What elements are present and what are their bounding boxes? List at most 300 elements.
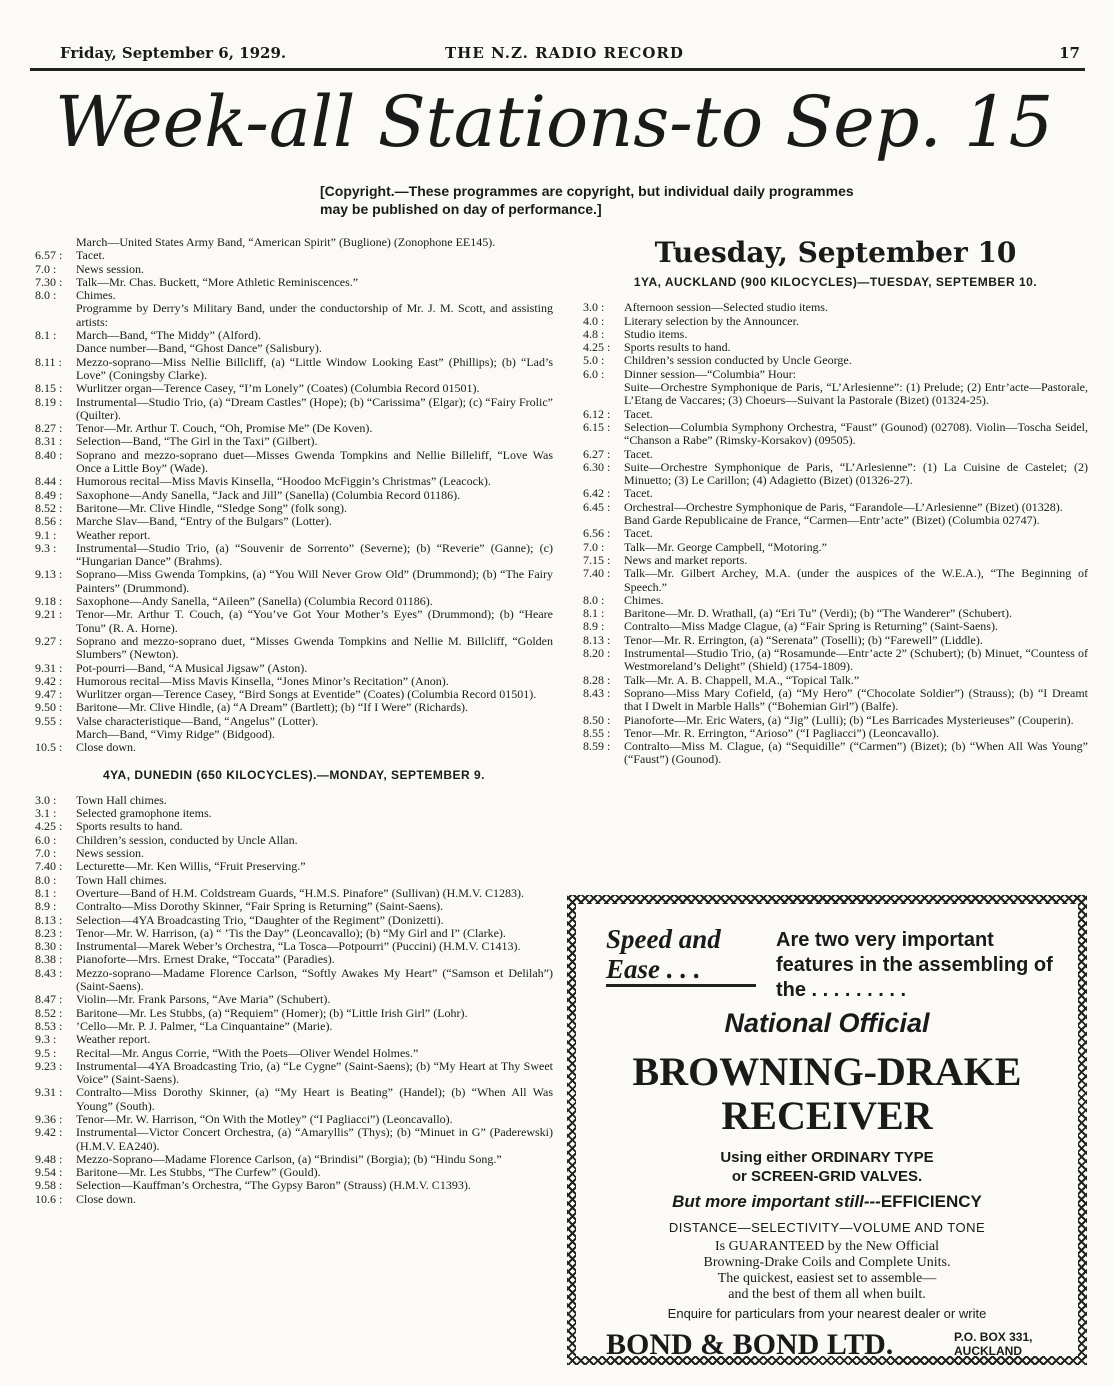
programme-entry [35, 728, 553, 741]
entry-text: Programme by Derry’s Military Band, under the conductorship of Mr. J. M. Scott, and assisting artists: [76, 301, 553, 329]
programme-entry [583, 687, 1088, 714]
entry-text: Soprano—Miss Gwenda Tompkins, (a) “You Will Never Grow Old” (Drummond); (b) “The Fairy Painters” (Drummond). [76, 567, 553, 595]
entry-text: Tenor—Mr. Arthur T. Couch, (a) “You’ve Got Your Mother’s Eyes” (Drummond); (b) “Heare Tonu” (R. A. Horne). [76, 607, 553, 635]
entry-text: Pianoforte—Mrs. Ernest Drake, “Toccata” (Paradies). [76, 952, 335, 967]
ad-speed-ease [606, 924, 721, 984]
entry-text: Selection—Columbia Symphony Orchestra, “Faust” (Gounod) (02708). Violin—Toscha Seidel, “Chanson a Rabe” (Rimsky-Korsakov) (09505). [624, 419, 1088, 448]
programme-entry [35, 1113, 553, 1126]
entry-text: Suite—Orchestre Symphonique de Paris, “L’Arlesienne”: (1) Prelude; (2) Entr’acte—Pastorale, L’Etang de Vaccares; (3) Choeurs—Suivant la Pastorale (Bizet) (01324-25). [624, 380, 1088, 408]
entry-text: Tacet. [624, 406, 653, 421]
newspaper-name: THE N.Z. RADIO RECORD [445, 44, 684, 62]
programme-entry [35, 914, 553, 927]
entry-time: 8.0 : [35, 288, 57, 303]
ad-guar-line3: The quickest, easiest set to assemble— [717, 1271, 937, 1286]
entry-text: Children’s session, conducted by Uncle Allan. [76, 832, 298, 847]
entry-text: Weather report. [76, 1032, 151, 1047]
ad-national-official: National Official [724, 1008, 930, 1038]
programme-entry [35, 1179, 553, 1192]
entry-text: Soprano—Miss Mary Cofield, (a) “My Hero” (“Chocolate Soldier”) (Strauss); (b) “I Dreamt that I Dwelt in Marble Halls” (“Bohemian Girl”) (Balfe). [624, 685, 1088, 714]
programme-entry [35, 302, 553, 329]
page-header [60, 44, 1080, 66]
entry-time: 8.20 : [583, 646, 611, 661]
programme-entry [35, 475, 553, 488]
ad-guar-line2: Browning-Drake Coils and Complete Units. [703, 1255, 951, 1270]
entry-text: Instrumental—4YA Broadcasting Trio, (a) “Le Cygne” (Saint-Saens); (b) “My Heart at Thy Sweet Voice” (Saint-Saens). [76, 1058, 553, 1087]
programme-entry [583, 448, 1088, 461]
ad-speed-line2: Ease . . . [606, 954, 701, 984]
entry-text: Studio items. [624, 326, 688, 341]
entry-text: Baritone—Mr. Les Stubbs, (a) “Requiem” (Homer); (b) “Little Irish Girl” (Lohr). [76, 1005, 468, 1020]
ad-using-line2: or SCREEN-GRID VALVES. [731, 1168, 923, 1185]
entry-time: 10.6 : [35, 1191, 63, 1206]
entry-text: Tacet. [624, 526, 653, 541]
entry-text: Afternoon session—Selected studio items. [624, 300, 828, 315]
entry-text: Tenor—Mr. Arthur T. Couch, “Oh, Promise Me” (De Koven). [76, 421, 373, 436]
programme-entry [583, 594, 1088, 607]
programme-entry [35, 715, 553, 728]
programme-entry [35, 635, 553, 662]
copyright-notice: [Copyright.—These programmes are copyright, but individual daily programmes may be published on day of performance.] [320, 183, 854, 217]
ad-more-prefix: But more important still--- [672, 1192, 881, 1211]
entry-time: 6.0 : [35, 832, 57, 847]
entry-time: 9.47 : [35, 687, 63, 702]
entry-text: Mezzo-soprano—Madame Florence Carlson, “Softly Awakes My Heart” (“Samson et Delilah”) (Saint-Saens). [76, 965, 553, 994]
entry-text: Recital—Mr. Angus Corrie, “With the Poets—Oliver Wendel Holmes.” [76, 1045, 419, 1060]
programme-entry [35, 435, 553, 448]
entry-text: Selected gramophone items. [76, 806, 212, 821]
entry-text: Suite—Orchestre Symphonique de Paris, “L’Arlesienne”: (1) La Cuisine de Castelet; (2) Minuetto; (3) Le Carillon; (4) Adagietto (Bizet) (01326-27). [624, 459, 1088, 488]
entry-time [35, 302, 76, 329]
programme-entry [583, 674, 1088, 687]
entry-text: Mezzo-soprano—Miss Nellie Billcliff, (a) “Little Window Looking East” (Phillips); (b) “Lad’s Love” (Coningsby Clarke). [76, 354, 553, 382]
programme-entry [35, 342, 553, 355]
entry-text: Tenor—Mr. W. Harrison, (a) “ ’Tis the Day” (Leoncavallo); (b) “My Girl and I” (Clarke). [76, 925, 506, 940]
entry-text: Close down. [76, 1191, 136, 1206]
programme-entry [583, 354, 1088, 367]
entry-text: Tenor—Mr. W. Harrison, “On With the Motley” (“I Pagliacci”) (Leoncavallo). [76, 1112, 453, 1126]
entry-time: 8.0 : [583, 592, 605, 607]
entry-time: 9.1 : [35, 527, 57, 542]
programme-entry [583, 487, 1088, 500]
programme-entry [583, 634, 1088, 647]
entry-time: 8.9 : [583, 619, 605, 634]
ad-address [954, 1330, 1033, 1358]
entry-time: 3.0 : [35, 792, 57, 807]
entry-text: Mezzo-Soprano—Madame Florence Carlson, (a) “Brindisi” (Borgia); (b) “Hindu Song.” [76, 1151, 502, 1166]
ad-guarantee [576, 1239, 1078, 1303]
issue-date: Friday, September 6, 1929. [60, 44, 287, 62]
entry-time: 7.0 : [583, 539, 605, 554]
entry-text: Talk—Mr. A. B. Chappell, M.A., “Topical Talk.” [624, 672, 860, 687]
programme-entry [35, 356, 553, 383]
entry-text: Saxophone—Andy Sanella, “Aileen” (Sanella) (Columbia Record 01186). [76, 594, 433, 609]
entry-time: 8.1 : [35, 328, 57, 343]
entry-time: 8.55 : [583, 725, 611, 740]
ad-company: BOND & BOND LTD. [606, 1328, 894, 1361]
ad-city: AUCKLAND [954, 1344, 1022, 1358]
entry-time: 9.31 : [35, 1085, 63, 1100]
entry-time: 3.1 : [35, 806, 57, 821]
entry-time: 6.27 : [583, 446, 611, 461]
entry-text: Band Garde Republicaine de France, “Carmen—Entr’acte” (Bizet) (Columbia 02747). [624, 513, 1040, 528]
entry-time: 8.13 : [583, 632, 611, 647]
ad-enquire: Enquire for particulars from your nearest dealer or write [667, 1306, 987, 1321]
entry-time: 7.0 : [35, 846, 57, 861]
programme-entry [35, 847, 553, 860]
entry-time: 8.43 : [583, 685, 611, 700]
programme-entry [583, 541, 1088, 554]
entry-time: 4.25 : [35, 819, 63, 834]
entry-time: 7.15 : [583, 552, 611, 567]
entry-time: 8.27 : [35, 421, 63, 436]
entry-time: 8.0 : [35, 872, 57, 887]
programme-entry [583, 620, 1088, 633]
programme-entry [35, 263, 553, 276]
entry-text: Town Hall chimes. [76, 792, 167, 807]
programme-entry [583, 315, 1088, 328]
entry-time: 9.18 : [35, 594, 63, 609]
entry-text: Contralto—Miss M. Clague, (a) “Sequidille” (“Carmen”) (Bizet); (b) “When All Was Young” (“Faust”) (Gounod). [624, 739, 1088, 767]
ad-speed-underline [606, 984, 756, 987]
entry-text: Children’s session conducted by Uncle George. [624, 353, 852, 368]
entry-text: March—Band, “Vimy Ridge” (Bidgood). [76, 726, 275, 741]
entry-text: Chimes. [76, 288, 116, 303]
entry-time: 6.15 : [583, 419, 611, 434]
programme-entry [35, 993, 553, 1006]
programme-entry [35, 953, 553, 966]
entry-text: Instrumental—Studio Trio, (a) “Souvenir de Sorrento” (Severne); (b) “Reverie” (Ganne); (c) “Hungarian Dance” (Brahms). [76, 540, 553, 569]
entry-text: Orchestral—Orchestre Symphonique de Paris, “Farandole—L’Arlesienne” (Bizet) (01328). [624, 499, 1063, 514]
entry-time: 8.15 : [35, 381, 63, 396]
entry-time: 4.25 : [583, 340, 611, 355]
programme-entry [583, 421, 1088, 448]
entry-time: 8.23 : [35, 925, 63, 940]
entry-time: 8.52 : [35, 1005, 63, 1020]
entry-time: 9.3 : [35, 1032, 57, 1047]
entry-time: 8.38 : [35, 952, 63, 967]
programme-entry [35, 568, 553, 595]
entry-time: 6.12 : [583, 406, 611, 421]
programme-entry [35, 1033, 553, 1046]
entry-text: Contralto—Miss Madge Clague, (a) “Fair Spring is Returning” (Saint-Saens). [624, 619, 998, 634]
entry-time: 8.11 : [35, 354, 62, 369]
entry-text: Tenor—Mr. R. Errington, (a) “Serenata” (Toselli); (b) “Farewell” (Liddle). [624, 632, 983, 647]
programme-entry [583, 714, 1088, 727]
page-headline: Week-all Stations-to Sep. 15 [55, 81, 1054, 163]
entry-time: 9.31 : [35, 660, 63, 675]
programme-entry [583, 341, 1088, 354]
entry-text: Dinner session—“Columbia” Hour: [624, 366, 796, 381]
entry-time: 9.23 : [35, 1058, 63, 1073]
programme-entry [35, 329, 553, 342]
entry-time: 8.9 : [35, 899, 57, 914]
station-heading-4ya: 4YA, DUNEDIN (650 KILOCYCLES).—MONDAY, SEPTEMBER 9. [102, 767, 486, 782]
entry-time: 4.0 : [583, 313, 605, 328]
programme-entry [583, 381, 1088, 408]
entry-text: Instrumental—Studio Trio, (a) “Dream Castles” (Hope); (b) “Carissima” (Elgar); (c) “Fairy Frolic” (Quilter). [76, 394, 553, 422]
programme-entry [583, 647, 1088, 674]
entry-text: Baritone—Mr. Clive Hindle, (a) “A Dream” (Bartlett); (b) “If I Were” (Richards). [76, 700, 468, 715]
programme-entry [35, 382, 553, 395]
programme-entry [35, 1007, 553, 1020]
entry-time: 9.5 : [35, 1045, 57, 1060]
programme-entry [35, 834, 553, 847]
entry-time: 9.36 : [35, 1112, 63, 1126]
programme-entry [35, 1166, 553, 1179]
programme-entry [583, 301, 1088, 314]
ad-speed-line1: Speed and [606, 924, 721, 954]
entry-text: Pianoforte—Mr. Eric Waters, (a) “Jig” (Lulli); (b) “Les Barricades Mysterieuses” (Couperin). [624, 712, 1074, 727]
right-column [583, 236, 1088, 767]
entry-time: 6.45 : [583, 499, 611, 514]
entry-text: Town Hall chimes. [76, 872, 167, 887]
programme-entry [35, 688, 553, 701]
programme-entry [35, 595, 553, 608]
programme-entry [35, 276, 553, 289]
ad-brand: BROWNING-DRAKE [632, 1049, 1022, 1094]
programme-entry [35, 1020, 553, 1033]
programme-entry [583, 514, 1088, 527]
programme-entry [35, 887, 553, 900]
entry-time: 8.56 : [35, 514, 63, 529]
entry-time [35, 342, 76, 355]
programme-entry [35, 820, 553, 833]
programme-entry [35, 608, 553, 635]
programme-entry [35, 396, 553, 423]
entry-text: News session. [76, 846, 144, 861]
entry-time: 6.0 : [583, 366, 605, 381]
entry-text: News session. [76, 261, 144, 276]
entry-time: 3.0 : [583, 300, 605, 315]
programme-entry [35, 794, 553, 807]
page-number: 17 [1059, 44, 1080, 62]
programme-entry [35, 1060, 553, 1087]
entry-time: 9.58 : [35, 1178, 63, 1193]
entry-time: 6.42 : [583, 486, 611, 501]
entry-text: Talk—Mr. George Campbell, “Motoring.” [624, 539, 827, 554]
ad-more-strong: EFFICIENCY [880, 1192, 982, 1211]
entry-text: Selection—4YA Broadcasting Trio, “Daughter of the Regiment” (Donizetti). [76, 912, 444, 927]
ad-using-line1: Using either ORDINARY TYPE [720, 1149, 934, 1166]
entry-time: 8.50 : [583, 712, 611, 727]
programme-entry [35, 502, 553, 515]
ad-features: Are two very important features in the assembling of the . . . . . . . . . [776, 929, 1053, 1001]
entry-text: ’Cello—Mr. P. J. Palmer, “La Cinquantaine” (Marie). [76, 1018, 333, 1033]
left-column [35, 236, 553, 1206]
entry-time: 8.28 : [583, 672, 611, 687]
entry-text: Tenor—Mr. R. Errington, “Arioso” (“I Pagliacci”) (Leoncavallo). [624, 725, 940, 740]
day-heading: Tuesday, September 10 [654, 236, 1017, 269]
entry-time: 9.54 : [35, 1165, 63, 1180]
entry-time: 8.40 : [35, 447, 63, 462]
programme-entry [583, 740, 1088, 767]
entry-time: 8.30 : [35, 939, 63, 954]
entry-time: 5.0 : [583, 353, 605, 368]
entry-text: Saxophone—Andy Sanella, “Jack and Jill” (Sanella) (Columbia Record 01186). [76, 487, 461, 502]
entry-time: 8.19 : [35, 394, 63, 409]
entry-time: 7.40 : [35, 859, 63, 874]
programme-entry [35, 662, 553, 675]
ad-guar-line4: and the best of them all when built. [728, 1287, 926, 1302]
programme-list-left-1 [35, 236, 553, 755]
entry-text: Sports results to hand. [76, 819, 183, 834]
entry-time: 8.47 : [35, 992, 63, 1007]
entry-text: Humorous recital—Miss Mavis Kinsella, “Hoodoo McFiggin’s Christmas” (Leacock). [76, 474, 491, 489]
advertisement-body [576, 904, 1078, 1361]
entry-time: 9.42 : [35, 673, 63, 688]
entry-time [583, 381, 624, 408]
programme-entry [35, 701, 553, 714]
entry-text: Soprano and mezzo-soprano duet—Misses Gwenda Tompkins and Nellie Billeliff, “Love Was Once a Little Boy” (Wade). [76, 447, 553, 476]
programme-entry [35, 741, 553, 754]
entry-time: 7.30 : [35, 274, 63, 289]
entry-text: Weather report. [76, 527, 151, 542]
entry-text: Wurlitzer organ—Terence Casey, “I’m Lonely” (Coates) (Columbia Record 01501). [76, 381, 480, 396]
programme-entry [35, 927, 553, 940]
programme-entry [583, 727, 1088, 740]
programme-entry [35, 807, 553, 820]
entry-text: Contralto—Miss Dorothy Skinner, (a) “My Heart is Beating” (Handel); (b) “When All Was Young” (South). [76, 1085, 553, 1113]
entry-text: Baritone—Mr. Clive Hindle, “Sledge Song” (folk song). [76, 500, 347, 515]
programme-entry [583, 408, 1088, 421]
programme-entry [583, 607, 1088, 620]
entry-text: Violin—Mr. Frank Parsons, “Ave Maria” (Schubert). [76, 992, 331, 1007]
programme-entry [35, 874, 553, 887]
entry-text: Tacet. [624, 446, 653, 461]
programme-entry [35, 422, 553, 435]
entry-text: Contralto—Miss Dorothy Skinner, “Fair Spring is Returning” (Saint-Saens). [76, 899, 444, 914]
entry-time: 8.44 : [35, 474, 63, 489]
entry-text: Chimes. [624, 592, 664, 607]
programme-entry [35, 900, 553, 913]
entry-time: 6.57 : [35, 248, 63, 263]
entry-text: Talk—Mr. Chas. Buckett, “More Athletic Reminiscences.” [76, 274, 359, 289]
programme-entry [35, 967, 553, 994]
programme-entry [35, 236, 553, 249]
programme-entry [35, 489, 553, 502]
entry-text: Sports results to hand. [624, 340, 731, 355]
programme-entry [35, 529, 553, 542]
entry-text: Literary selection by the Announcer. [624, 313, 799, 328]
entry-time: 8.52 : [35, 500, 63, 515]
entry-text: Baritone—Mr. Les Stubbs, “The Curfew” (Gould). [76, 1165, 321, 1180]
programme-entry [35, 249, 553, 262]
ad-efficiency [576, 1192, 1078, 1212]
ad-po-box: P.O. BOX 331, [954, 1330, 1033, 1344]
entry-text: Close down. [76, 740, 136, 755]
ad-distance: DISTANCE—SELECTIVITY—VOLUME AND TONE [668, 1220, 986, 1235]
ad-guar-line1: Is GUARANTEED by the New Official [714, 1239, 940, 1254]
entry-time: 9.13 : [35, 567, 63, 582]
entry-time: 6.56 : [583, 526, 611, 541]
entry-time: 9.55 : [35, 713, 63, 728]
programme-entry [583, 461, 1088, 488]
entry-text: Baritone—Mr. D. Wrathall, (a) “Eri Tu” (Verdi); (b) “The Wanderer” (Schubert). [624, 606, 1012, 621]
programme-entry [35, 289, 553, 302]
header-rule [30, 68, 1085, 71]
entry-time: 4.8 : [583, 326, 605, 341]
entry-text: Talk—Mr. Gilbert Archey, M.A. (under the auspices of the W.E.A.), “The Beginning of Speech.” [624, 566, 1088, 594]
programme-entry [35, 1153, 553, 1166]
entry-time: 8.43 : [35, 965, 63, 980]
entry-text: Humorous recital—Miss Mavis Kinsella, “Jones Minor’s Recitation” (Anon). [76, 673, 449, 688]
entry-text: Instrumental—Studio Trio, (a) “Rosamunde—Entr’acte 2” (Schubert); (b) Minuet, “Countess of Westmoreland’s Delight” (Shield) (1754-1809). [624, 646, 1088, 674]
entry-time: 9.42 : [35, 1125, 63, 1140]
programme-entry [583, 527, 1088, 540]
entry-time: 8.13 : [35, 912, 63, 927]
entry-text: Instrumental—Victor Concert Orchestra, (a) “Amaryllis” (Thys); (b) “Minuet in G” (Paderewski) (H.M.V. EA240). [76, 1125, 553, 1153]
entry-time: 8.31 : [35, 434, 63, 449]
entry-time: 9.21 : [35, 607, 63, 622]
programme-entry [583, 501, 1088, 514]
entry-text: March—United States Army Band, “American Spirit” (Buglione) (Zonophone EE145). [76, 235, 496, 249]
programme-entry [583, 368, 1088, 381]
entry-time: 8.49 : [35, 487, 63, 502]
programme-entry [583, 328, 1088, 341]
entry-time: 8.1 : [583, 606, 605, 621]
programme-entry [583, 554, 1088, 567]
ad-product: RECEIVER [721, 1093, 933, 1138]
entry-time: 7.0 : [35, 261, 57, 276]
programme-entry [35, 515, 553, 528]
entry-text: Instrumental—Marek Weber’s Orchestra, “La Tosca—Potpourri” (Puccini) (H.M.V. C1413). [76, 939, 521, 954]
entry-time: 8.59 : [583, 739, 611, 754]
advertisement [567, 895, 1087, 1365]
entry-time: 8.53 : [35, 1018, 63, 1033]
programme-list-left-2 [35, 794, 553, 1206]
entry-time: 9.48 : [35, 1151, 63, 1166]
programme-entry [583, 567, 1088, 594]
entry-text: News and market reports. [624, 552, 748, 567]
programme-entry [35, 1193, 553, 1206]
entry-text: Lecturette—Mr. Ken Willis, “Fruit Preserving.” [76, 859, 306, 874]
entry-text: Marche Slav—Band, “Entry of the Bulgars” (Lotter). [76, 514, 332, 529]
entry-text: March—Band, “The Middy” (Alford). [76, 328, 261, 343]
entry-text: Valse characteristique—Band, “Angelus” (Lotter). [76, 713, 319, 728]
entry-text: Selection—Kauffman’s Orchestra, “The Gypsy Baron” (Strauss) (H.M.V. C1393). [76, 1178, 471, 1193]
programme-entry [35, 940, 553, 953]
programme-list-right [583, 301, 1088, 766]
entry-time [583, 514, 624, 527]
entry-text: Dance number—Band, “Ghost Dance” (Salisbury). [76, 341, 322, 356]
entry-text: Tacet. [624, 486, 653, 501]
programme-entry [35, 675, 553, 688]
entry-time: 7.40 : [583, 566, 611, 581]
entry-text: Selection—Band, “The Girl in the Taxi” (Gilbert). [76, 434, 318, 449]
entry-time: 9.50 : [35, 700, 63, 715]
entry-text: Tacet. [76, 248, 105, 263]
entry-text: Pot-pourri—Band, “A Musical Jigsaw” (Aston). [76, 660, 308, 675]
entry-text: Soprano and mezzo-soprano duet, “Misses Gwenda Tompkins and Nellie M. Billcliff, “Golden Slumbers” (Newton). [76, 633, 553, 662]
station-heading-1ya: 1YA, AUCKLAND (900 KILOCYCLES)—TUESDAY, SEPTEMBER 10. [633, 275, 1038, 289]
entry-text: Overture—Band of H.M. Coldstream Guards, “H.M.S. Pinafore” (Sullivan) (H.M.V. C1283). [76, 885, 525, 900]
entry-time: 8.1 : [35, 885, 57, 900]
entry-text: Wurlitzer organ—Terence Casey, “Bird Songs at Eventide” (Coates) (Columbia Record 01501). [76, 687, 537, 702]
entry-time: 6.30 : [583, 459, 611, 474]
entry-time: 9.27 : [35, 633, 63, 648]
programme-entry [35, 1126, 553, 1153]
programme-entry [35, 860, 553, 873]
programme-entry [35, 1047, 553, 1060]
programme-entry [35, 449, 553, 476]
programme-entry [35, 542, 553, 569]
ad-valve-types [576, 1148, 1078, 1186]
entry-time [35, 236, 76, 249]
entry-time: 9.3 : [35, 540, 57, 555]
entry-time: 10.5 : [35, 740, 63, 755]
entry-time [35, 728, 76, 741]
programme-entry [35, 1086, 553, 1113]
